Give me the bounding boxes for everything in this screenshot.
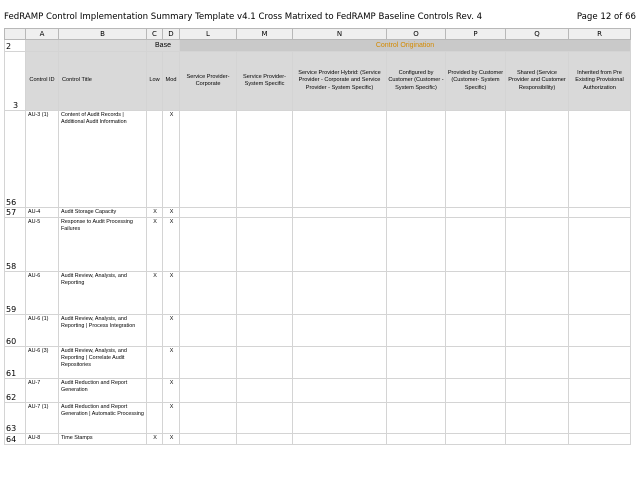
row-number[interactable]: 59: [5, 272, 26, 315]
cell[interactable]: [293, 315, 387, 347]
cell[interactable]: [569, 434, 631, 445]
cell[interactable]: [506, 315, 569, 347]
cell[interactable]: [446, 272, 506, 315]
cell[interactable]: [293, 379, 387, 403]
cell[interactable]: [446, 218, 506, 272]
header-control-id[interactable]: Control ID: [26, 52, 59, 111]
cell[interactable]: [569, 111, 631, 208]
header-sp-corporate[interactable]: Service Provider-Corporate: [180, 52, 237, 111]
column-letter-row: [5, 29, 631, 40]
control-id-cell[interactable]: AU-5: [26, 218, 59, 272]
cell[interactable]: [569, 379, 631, 403]
row-number[interactable]: 3: [5, 52, 26, 111]
cell[interactable]: [569, 403, 631, 434]
cell[interactable]: [387, 403, 446, 434]
cell[interactable]: [237, 434, 293, 445]
control-origination-group-label[interactable]: Control Origination: [180, 40, 631, 52]
cell[interactable]: [237, 218, 293, 272]
column-letter-m[interactable]: M: [237, 29, 293, 40]
cell[interactable]: [180, 111, 237, 208]
mod-cell[interactable]: X: [163, 347, 180, 379]
cell[interactable]: [180, 315, 237, 347]
mod-cell[interactable]: X: [163, 218, 180, 272]
cell[interactable]: [446, 379, 506, 403]
row-number[interactable]: 61: [5, 347, 26, 379]
cell[interactable]: [506, 379, 569, 403]
mod-cell[interactable]: X: [163, 272, 180, 315]
cell[interactable]: [446, 403, 506, 434]
control-title-cell[interactable]: Audit Storage Capacity: [59, 208, 147, 218]
header-provided-by-customer[interactable]: Provided by Customer (Customer- System Specific): [446, 52, 506, 111]
control-title-cell[interactable]: Time Stamps: [59, 434, 147, 445]
row-number[interactable]: 62: [5, 379, 26, 403]
cell[interactable]: [180, 347, 237, 379]
cell[interactable]: [569, 208, 631, 218]
control-id-cell[interactable]: AU-6 (1): [26, 315, 59, 347]
cell[interactable]: [446, 315, 506, 347]
cell[interactable]: [293, 111, 387, 208]
table-row: [5, 272, 631, 315]
header-low[interactable]: Low: [147, 52, 163, 111]
control-id-cell[interactable]: AU-8: [26, 434, 59, 445]
header-inherited[interactable]: Inherited from Pre Existing Provisional Authorization: [569, 52, 631, 111]
row-number[interactable]: 57: [5, 208, 26, 218]
cell[interactable]: [387, 208, 446, 218]
cell[interactable]: [506, 208, 569, 218]
control-title-cell[interactable]: Audit Reduction and Report Generation: [59, 379, 147, 403]
cell[interactable]: [26, 40, 59, 52]
table-row: [5, 111, 631, 208]
cell[interactable]: [506, 218, 569, 272]
low-cell[interactable]: X: [147, 208, 163, 218]
column-letter-b[interactable]: B: [59, 29, 147, 40]
column-letter-c[interactable]: C: [147, 29, 163, 40]
column-letter-d[interactable]: D: [163, 29, 180, 40]
header-sp-hybrid[interactable]: Service Provider Hybrid: (Service Provider - Corporate and Service Provider - System Specific): [293, 52, 387, 111]
mod-cell[interactable]: X: [163, 379, 180, 403]
header-mod[interactable]: Mod: [163, 52, 180, 111]
cell[interactable]: [237, 403, 293, 434]
low-cell[interactable]: [147, 379, 163, 403]
cell[interactable]: [237, 315, 293, 347]
header-control-title[interactable]: Control Title: [59, 52, 147, 111]
mod-cell[interactable]: X: [163, 403, 180, 434]
table-row: [5, 347, 631, 379]
cell[interactable]: [293, 272, 387, 315]
mod-cell[interactable]: X: [163, 434, 180, 445]
low-cell[interactable]: X: [147, 272, 163, 315]
page-number: Page 12 of 66: [576, 12, 636, 22]
mod-cell[interactable]: X: [163, 111, 180, 208]
document-title: FedRAMP Control Implementation Summary Template v4.1 Cross Matrixed to FedRAMP Baseline Controls Rev. 4: [4, 12, 483, 22]
page-header: [4, 11, 636, 23]
cell[interactable]: [59, 40, 147, 52]
low-cell[interactable]: [147, 315, 163, 347]
cell[interactable]: [387, 434, 446, 445]
cell[interactable]: [180, 218, 237, 272]
low-cell[interactable]: [147, 403, 163, 434]
cell[interactable]: [387, 315, 446, 347]
row-number[interactable]: 58: [5, 218, 26, 272]
table-row: [5, 434, 631, 445]
row-number[interactable]: 64: [5, 434, 26, 445]
cell[interactable]: [506, 403, 569, 434]
cell[interactable]: [387, 111, 446, 208]
cell[interactable]: [506, 347, 569, 379]
row-number[interactable]: 2: [5, 40, 26, 52]
cell[interactable]: [237, 379, 293, 403]
cell[interactable]: [387, 272, 446, 315]
table-row: [5, 315, 631, 347]
table-row: [5, 218, 631, 272]
table-row: [5, 403, 631, 434]
row-number[interactable]: 60: [5, 315, 26, 347]
group-header-row: [5, 40, 631, 52]
cell[interactable]: [293, 434, 387, 445]
column-letter-q[interactable]: Q: [506, 29, 569, 40]
column-letter-o[interactable]: O: [387, 29, 446, 40]
column-letter-r[interactable]: R: [569, 29, 631, 40]
cell[interactable]: [180, 272, 237, 315]
cell[interactable]: [569, 218, 631, 272]
row-number[interactable]: 63: [5, 403, 26, 434]
control-id-cell[interactable]: AU-6: [26, 272, 59, 315]
control-id-cell[interactable]: AU-6 (3): [26, 347, 59, 379]
control-title-cell[interactable]: Content of Audit Records | Additional Audit Information: [59, 111, 147, 208]
cell[interactable]: [180, 208, 237, 218]
low-cell[interactable]: [147, 111, 163, 208]
base-group-label[interactable]: Base: [147, 40, 180, 52]
mod-cell[interactable]: X: [163, 315, 180, 347]
column-letter-n[interactable]: N: [293, 29, 387, 40]
control-title-cell[interactable]: Audit Review, Analysis, and Reporting | Process Integration: [59, 315, 147, 347]
cell[interactable]: [569, 347, 631, 379]
header-sp-system-specific[interactable]: Service Provider-System Specific: [237, 52, 293, 111]
corner-cell[interactable]: [5, 29, 26, 40]
cell[interactable]: [180, 379, 237, 403]
cell[interactable]: [569, 315, 631, 347]
cell[interactable]: [180, 434, 237, 445]
control-title-cell[interactable]: Audit Review, Analysis, and Reporting: [59, 272, 147, 315]
table-row: [5, 379, 631, 403]
cell[interactable]: [506, 111, 569, 208]
cell[interactable]: [569, 272, 631, 315]
cell[interactable]: [180, 403, 237, 434]
low-cell[interactable]: [147, 347, 163, 379]
cell[interactable]: [446, 347, 506, 379]
column-header-row: [5, 52, 631, 111]
cell[interactable]: [237, 347, 293, 379]
header-configured-by-customer[interactable]: Configured by Customer (Customer - System Specific): [387, 52, 446, 111]
column-letter-l[interactable]: L: [180, 29, 237, 40]
cell[interactable]: [237, 111, 293, 208]
control-id-cell[interactable]: AU-7: [26, 379, 59, 403]
control-title-cell[interactable]: Audit Review, Analysis, and Reporting | Correlate Audit Repositories: [59, 347, 147, 379]
cell[interactable]: [293, 403, 387, 434]
mod-cell[interactable]: X: [163, 208, 180, 218]
control-title-cell[interactable]: Audit Reduction and Report Generation | Automatic Processing: [59, 403, 147, 434]
control-title-cell[interactable]: Response to Audit Processing Failures: [59, 218, 147, 272]
low-cell[interactable]: X: [147, 218, 163, 272]
cell[interactable]: [237, 272, 293, 315]
cell[interactable]: [506, 272, 569, 315]
control-id-cell[interactable]: AU-7 (1): [26, 403, 59, 434]
spreadsheet-table: [4, 28, 631, 445]
low-cell[interactable]: X: [147, 434, 163, 445]
cell[interactable]: [293, 347, 387, 379]
row-number[interactable]: 56: [5, 111, 26, 208]
cell[interactable]: [506, 434, 569, 445]
cell[interactable]: [446, 111, 506, 208]
cell[interactable]: [446, 208, 506, 218]
cell[interactable]: [387, 379, 446, 403]
table-row: [5, 208, 631, 218]
column-letter-p[interactable]: P: [446, 29, 506, 40]
header-shared[interactable]: Shared (Service Provider and Customer Responsibility): [506, 52, 569, 111]
control-id-cell[interactable]: AU-3 (1): [26, 111, 59, 208]
cell[interactable]: [237, 208, 293, 218]
cell[interactable]: [387, 218, 446, 272]
control-id-cell[interactable]: AU-4: [26, 208, 59, 218]
cell[interactable]: [387, 347, 446, 379]
column-letter-a[interactable]: A: [26, 29, 59, 40]
cell[interactable]: [293, 208, 387, 218]
cell[interactable]: [293, 218, 387, 272]
cell[interactable]: [446, 434, 506, 445]
